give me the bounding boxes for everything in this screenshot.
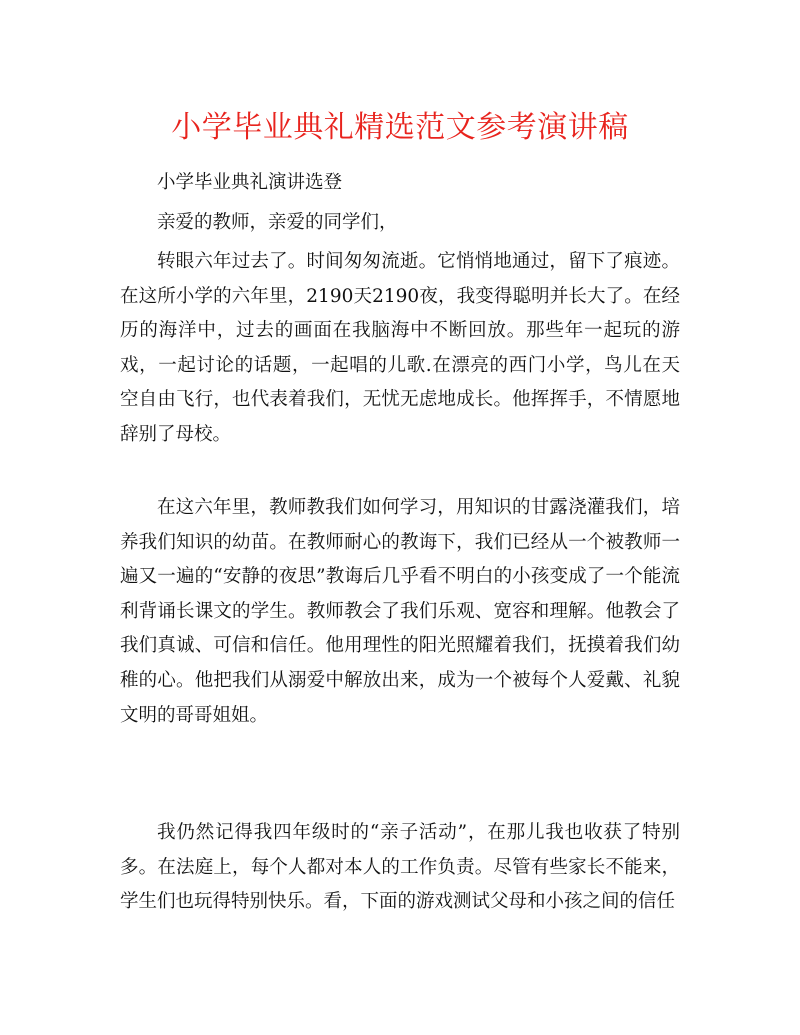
document-subtitle xyxy=(120,166,680,201)
document-title: 小学毕业典礼精选范文参考演讲稿 xyxy=(171,110,629,145)
greeting-text: 亲爱的教师，亲爱的同学们， xyxy=(157,212,398,233)
paragraph-text: 在这六年里，教师教我们如何学习，用知识的甘露浇灌我们，培养我们知识的幼苗。在教师耐心的教诲下，我们已经从一个被教师一遍又一遍的“安静的夜思”教诲后几乎看不明白的小孩变成了一个能流利背诵长课文的学生。教师教会了我们乐观、宽容和理解。他教会了我们真诚、可信和信任。他用理性的阳光照耀着我们，抚摸着我们幼稚的心。他把我们从溺爱中解放出来，成为一个被每个人爱戴、礼貌文明的哥哥姐姐。 xyxy=(120,497,680,726)
paragraph-1 xyxy=(120,245,680,453)
greeting xyxy=(120,206,680,241)
paragraph-text: 转眼六年过去了。时间匆匆流逝。它悄悄地通过，留下了痕迹。在这所小学的六年里，2190天2190夜，我变得聪明并长大了。在经历的海洋中，过去的画面在我脑海中不断回放。那些年一起玩的游戏，一起讨论的话题，一起唱的儿歌.在漂亮的西门小学，鸟儿在天空自由飞行，也代表着我们，无忧无虑地成长。他挥挥手，不情愿地辞别了母校。 xyxy=(120,251,680,445)
paragraph-2 xyxy=(120,491,680,733)
paragraph-text: 我仍然记得我四年级时的“亲子活动”，在那儿我也收获了特别多。在法庭上，每个人都对本人的工作负责。尽管有些家长不能来，学生们也玩得特别快乐。看，下面的游戏测试父母和小孩之间的信任 xyxy=(120,822,680,913)
subtitle-text: 小学毕业典礼演讲选登 xyxy=(157,172,343,193)
paragraph-3 xyxy=(120,816,680,920)
